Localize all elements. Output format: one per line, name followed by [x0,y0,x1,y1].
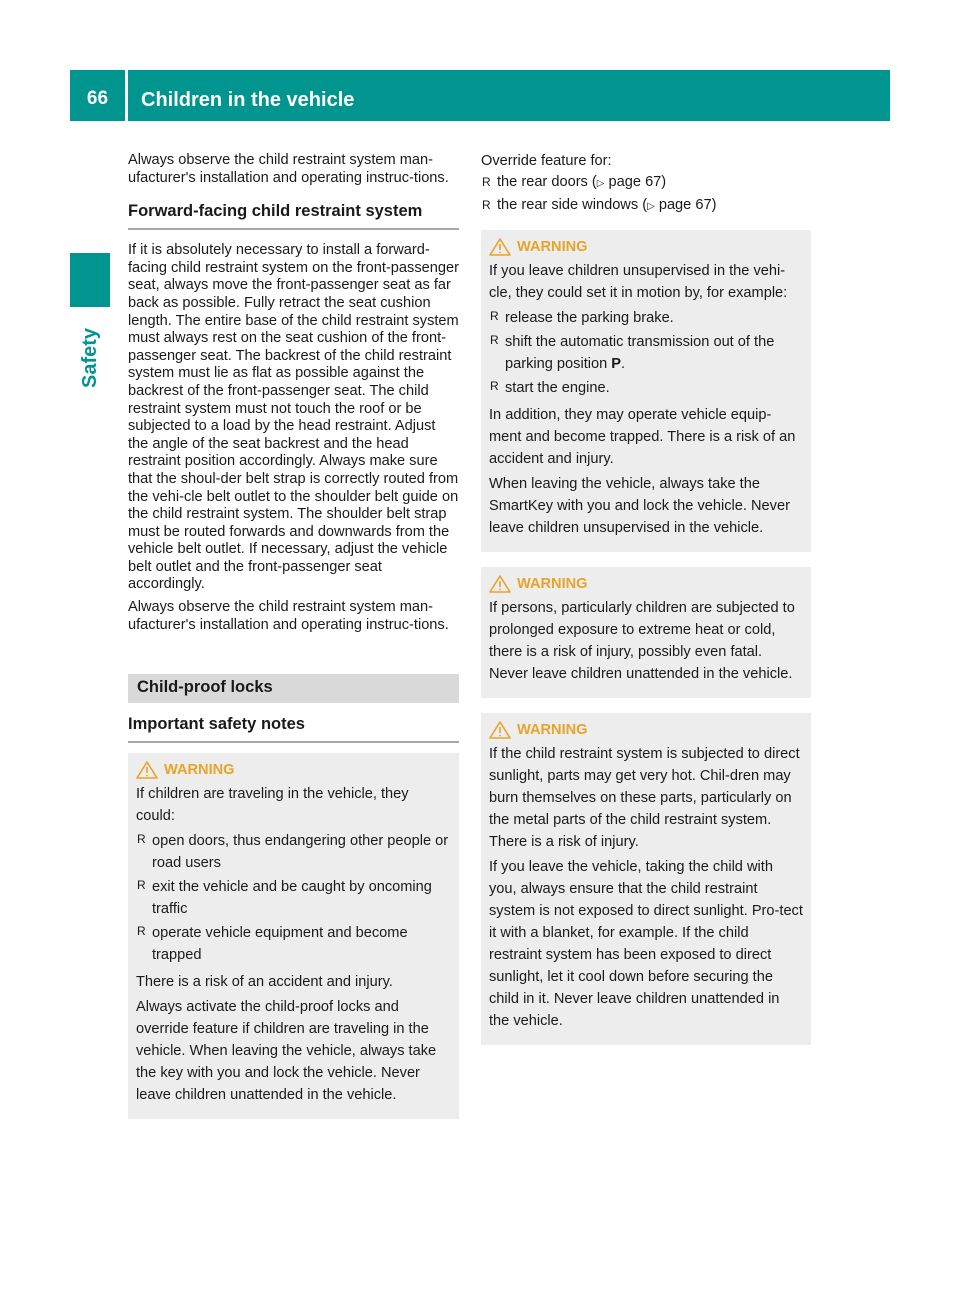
warning-risk: In addition, they may operate vehicle equip-ment and become trapped. There is a risk of an accident and injury. [489,407,796,467]
warning-intro: If children are traveling in the vehicle, they could: [136,786,409,825]
warning-list [489,307,803,399]
warning-intro: If you leave children unsupervised in the vehi-cle, they could set it in motion by, for example: [489,263,788,301]
warning-header [463,573,803,595]
page-title: Children in the vehicle [141,89,355,111]
paragraph: Always observe the child restraint system man-ufacturer's installation and operating instruc-tions. [128,599,449,633]
warning-advice: When leaving the vehicle, always take the SmartKey with you and lock the vehicle. Never leave children unsupervised in the vehicle. [489,476,790,536]
bullet-icon: R [137,924,146,939]
bullet-icon: R [137,878,146,893]
page-reference[interactable]: page 67) [608,174,667,190]
warning-title: WARNING [517,239,588,255]
bullet-icon: R [490,309,499,323]
warning-box [128,753,459,1119]
warning-header [110,759,451,781]
warning-text: If you leave the vehicle, taking the child with you, always ensure that the child restraint system is not exposed to direct sunlight. Pro-tect it with a blanket, for example. If the child restraint system has been exposed to direct sunlight, let it cool down before securing the child in it. Never leave children unattended in the vehicle. [489,859,803,1029]
list-item: R the rear side windows (▷ page 67) [482,197,717,213]
warning-triangle-icon [136,761,158,779]
list-item: R operate vehicle equipment and become trapped [137,924,408,964]
warning-triangle-icon [489,721,511,739]
warning-title: WARNING [517,576,588,592]
warning-box [481,230,811,552]
paragraph: Always observe the child restraint system man-ufacturer's installation and operating instruc-tions. [128,152,449,186]
override-list [481,173,811,216]
bullet-icon: R [482,175,491,189]
warning-text: If persons, particularly children are subjected to prolonged exposure to extreme heat or cold, there is a risk of injury, possibly even fatal. Never leave children unattended in the vehicle. [489,600,795,682]
override-intro: Override feature for: [481,153,612,169]
list-item: R release the parking brake. [490,309,674,326]
header-divider [125,70,128,121]
left-column [128,152,459,1119]
page-reference[interactable]: page 67) [658,197,717,213]
warning-header [463,719,803,741]
page-ref-icon: ▷ [647,201,655,212]
list-item: R open doors, thus endangering other people or road users [137,832,449,872]
chapter-label: Safety [79,327,101,388]
warning-triangle-icon [489,575,511,593]
safety-notes-heading: Important safety notes [128,715,459,743]
page-number: 66 [86,88,109,109]
list-item: R the rear doors (▷ page 67) [482,174,667,190]
warning-box [481,567,811,698]
forward-facing-heading: Forward-facing child restraint system [128,202,459,230]
list-item: R shift the automatic transmission out of the parking position P. [490,333,775,372]
page-header [70,70,890,121]
warning-advice: Always activate the child-proof locks and override feature if children are traveling in the vehicle. When leaving the vehicle, always take the key with you and lock the vehicle. Never leave children unattended in the vehicle. [136,999,437,1104]
section-heading: Child-proof locks [128,674,459,703]
bullet-icon: R [482,198,491,212]
gear-position: P [611,356,622,372]
warning-triangle-icon [489,238,511,256]
bullet-icon: R [137,832,146,847]
paragraph: If it is absolutely necessary to install a forward-facing child restraint system on the front-passenger seat, always move the front-passenger seat as far back as possible. Fully retract the seat cushion length. The entire base of the child restraint system must always rest on the seat cushion of the front-passenger seat. The backrest of the child restraint system must lie as flat as possible against the backrest of the front-passenger seat. The child restraint system must not touch the roof or be subjected to a load by the head restraint. Adjust the angle of the seat backrest and the head restraint position accordingly. Always make sure that the shoul-der belt strap is correctly routed from the vehi-cle belt outlet to the shoulder belt guide on the child restraint system. The shoulder belt strap must be routed forwards and downwards from the vehicle belt outlet. If necessary, adjust the vehicle belt outlet and the front-passenger seat accordingly. [128,242,459,593]
list-item: R exit the vehicle and be caught by oncoming traffic [137,878,432,918]
warning-header [463,236,803,258]
warning-list [136,830,451,966]
warning-title: WARNING [517,722,588,738]
bullet-icon: R [490,379,499,393]
bullet-icon: R [490,333,499,347]
warning-text: If the child restraint system is subjected to direct sunlight, parts may get very hot. Chil-dren may burn themselves on these parts, particularly on the metal parts of the child restraint system. There is a risk of injury. [489,746,800,850]
right-column [481,152,811,1045]
warning-box [481,713,811,1045]
warning-title: WARNING [164,762,235,779]
page-ref-icon: ▷ [596,178,605,189]
list-item: R start the engine. [490,379,610,396]
chapter-marker [70,253,110,307]
warning-risk: There is a risk of an accident and injury. [136,974,393,991]
